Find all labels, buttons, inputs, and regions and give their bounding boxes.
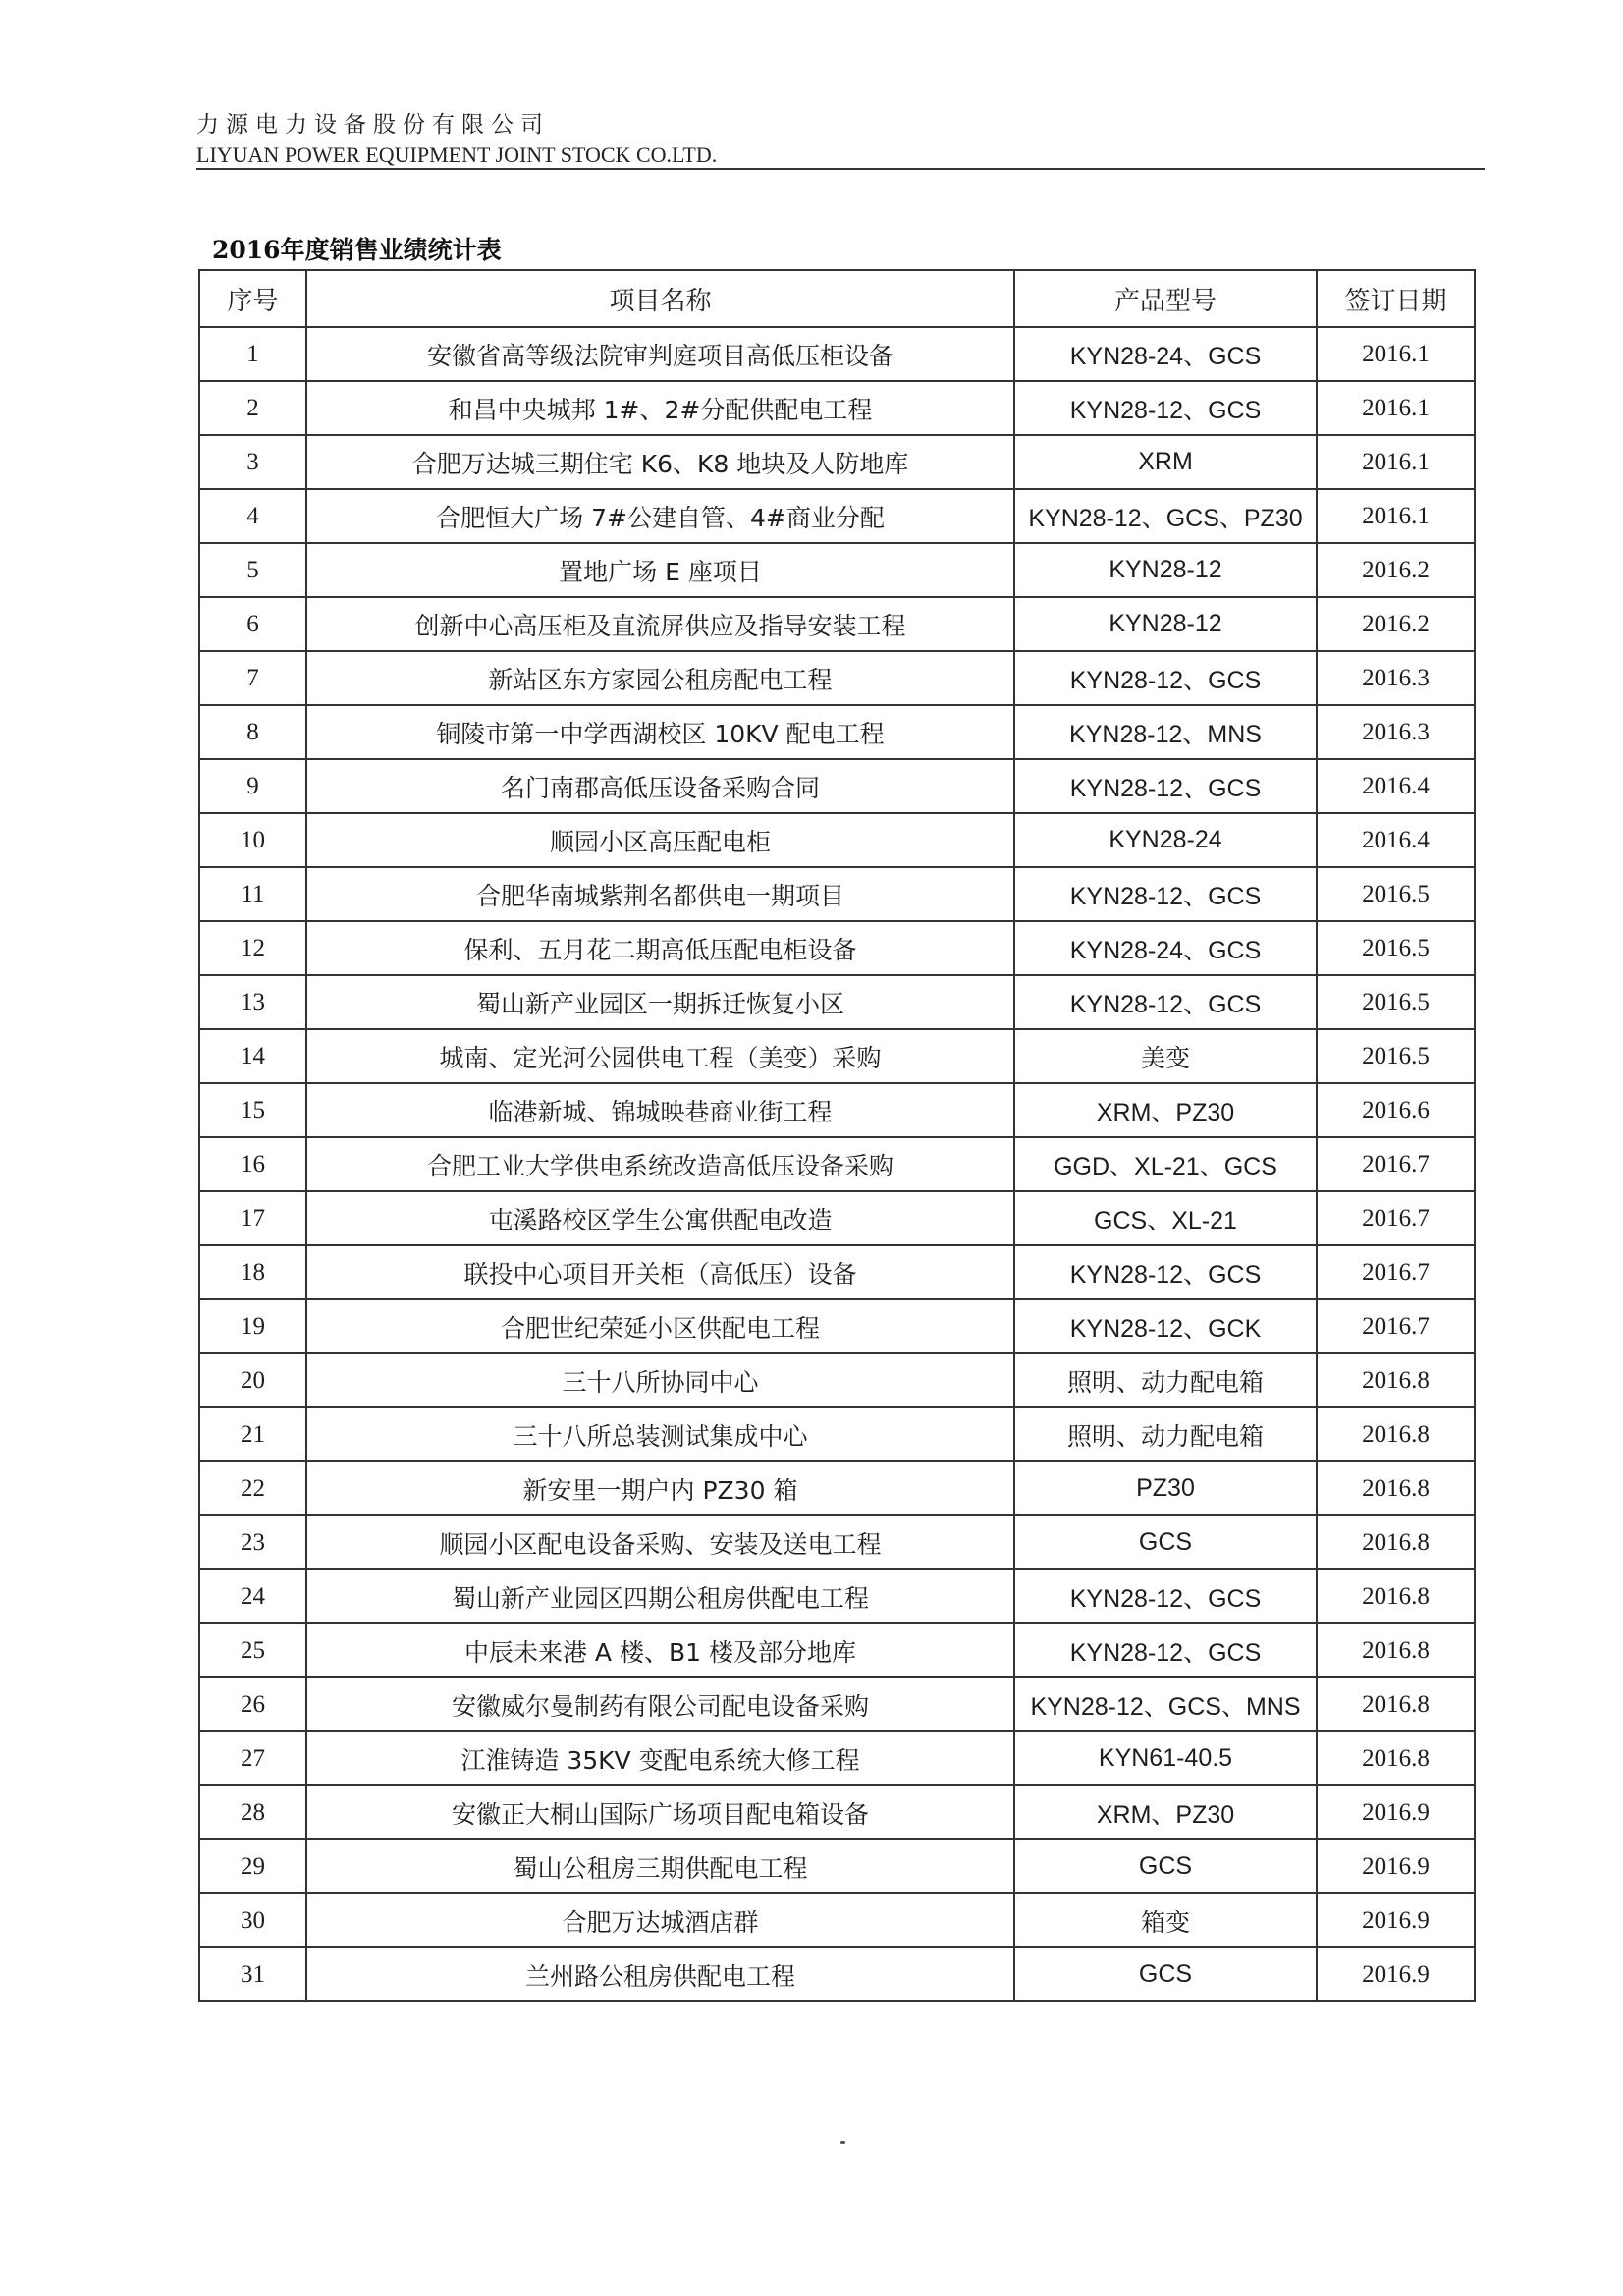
product-model-cell: KYN28-12、GCS xyxy=(1014,381,1317,435)
sign-date-cell: 2016.7 xyxy=(1317,1299,1475,1353)
row-index-cell: 15 xyxy=(199,1083,306,1137)
table-row xyxy=(199,1083,1475,1137)
product-model-cell: GCS xyxy=(1014,1515,1317,1569)
company-name-english: LIYUAN POWER EQUIPMENT JOINT STOCK CO.LTD. xyxy=(196,142,718,167)
table-row xyxy=(199,1029,1475,1083)
project-name-cell: 顺园小区配电设备采购、安装及送电工程 xyxy=(306,1515,1014,1569)
sign-date-cell: 2016.8 xyxy=(1317,1569,1475,1623)
row-index-cell: 12 xyxy=(199,921,306,975)
product-model-cell: KYN61-40.5 xyxy=(1014,1731,1317,1785)
row-index-cell: 5 xyxy=(199,543,306,597)
sign-date-cell: 2016.7 xyxy=(1317,1137,1475,1191)
project-name-cell: 临港新城、锦城映巷商业街工程 xyxy=(306,1083,1014,1137)
table-row xyxy=(199,597,1475,651)
table-row xyxy=(199,1299,1475,1353)
sign-date-cell: 2016.9 xyxy=(1317,1893,1475,1947)
row-index-cell: 24 xyxy=(199,1569,306,1623)
product-model-cell: GCS xyxy=(1014,1947,1317,2001)
row-index-cell: 1 xyxy=(199,327,306,381)
row-index-cell: 4 xyxy=(199,489,306,543)
product-model-cell: KYN28-12、GCS xyxy=(1014,867,1317,921)
letterhead-divider xyxy=(196,168,1485,170)
product-model-cell: KYN28-12、MNS xyxy=(1014,705,1317,759)
project-name-cell: 铜陵市第一中学西湖校区 10KV 配电工程 xyxy=(306,705,1014,759)
table-row xyxy=(199,1137,1475,1191)
project-name-cell: 名门南郡高低压设备采购合同 xyxy=(306,759,1014,813)
letterhead xyxy=(196,110,1483,169)
row-index-cell: 31 xyxy=(199,1947,306,2001)
project-name-cell: 保利、五月花二期高低压配电柜设备 xyxy=(306,921,1014,975)
product-model-cell: KYN28-12 xyxy=(1014,543,1317,597)
table-row xyxy=(199,1515,1475,1569)
project-name-cell: 合肥恒大广场 7#公建自管、4#商业分配 xyxy=(306,489,1014,543)
row-index-cell: 16 xyxy=(199,1137,306,1191)
sign-date-cell: 2016.8 xyxy=(1317,1461,1475,1515)
column-header-product-model: 产品型号 xyxy=(1014,270,1317,327)
table-row xyxy=(199,813,1475,867)
product-model-cell: KYN28-12、GCK xyxy=(1014,1299,1317,1353)
sign-date-cell: 2016.3 xyxy=(1317,651,1475,705)
product-model-cell: KYN28-12、GCS xyxy=(1014,1569,1317,1623)
table-row xyxy=(199,327,1475,381)
project-name-cell: 蜀山新产业园区四期公租房供配电工程 xyxy=(306,1569,1014,1623)
product-model-cell: 照明、动力配电箱 xyxy=(1014,1353,1317,1407)
product-model-cell: KYN28-12、GCS xyxy=(1014,1623,1317,1677)
row-index-cell: 27 xyxy=(199,1731,306,1785)
table-body xyxy=(199,327,1475,2001)
product-model-cell: XRM、PZ30 xyxy=(1014,1785,1317,1839)
sign-date-cell: 2016.2 xyxy=(1317,543,1475,597)
sign-date-cell: 2016.1 xyxy=(1317,327,1475,381)
product-model-cell: GCS xyxy=(1014,1839,1317,1893)
table-header-row xyxy=(199,270,1475,327)
table-row xyxy=(199,1731,1475,1785)
sign-date-cell: 2016.5 xyxy=(1317,975,1475,1029)
product-model-cell: XRM xyxy=(1014,435,1317,489)
sign-date-cell: 2016.9 xyxy=(1317,1947,1475,2001)
sign-date-cell: 2016.8 xyxy=(1317,1353,1475,1407)
product-model-cell: GGD、XL-21、GCS xyxy=(1014,1137,1317,1191)
product-model-cell: PZ30 xyxy=(1014,1461,1317,1515)
sign-date-cell: 2016.6 xyxy=(1317,1083,1475,1137)
row-index-cell: 8 xyxy=(199,705,306,759)
table-row xyxy=(199,651,1475,705)
table-row xyxy=(199,1407,1475,1461)
product-model-cell: KYN28-12、GCS、MNS xyxy=(1014,1677,1317,1731)
project-name-cell: 蜀山公租房三期供配电工程 xyxy=(306,1839,1014,1893)
row-index-cell: 18 xyxy=(199,1245,306,1299)
table-row xyxy=(199,1839,1475,1893)
project-name-cell: 合肥万达城三期住宅 K6、K8 地块及人防地库 xyxy=(306,435,1014,489)
project-name-cell: 蜀山新产业园区一期拆迁恢复小区 xyxy=(306,975,1014,1029)
table-row xyxy=(199,543,1475,597)
sales-performance-table xyxy=(198,269,1476,2002)
row-index-cell: 6 xyxy=(199,597,306,651)
row-index-cell: 3 xyxy=(199,435,306,489)
table-row xyxy=(199,1785,1475,1839)
sign-date-cell: 2016.4 xyxy=(1317,759,1475,813)
project-name-cell: 城南、定光河公园供电工程（美变）采购 xyxy=(306,1029,1014,1083)
project-name-cell: 安徽威尔曼制药有限公司配电设备采购 xyxy=(306,1677,1014,1731)
row-index-cell: 11 xyxy=(199,867,306,921)
project-name-cell: 新安里一期户内 PZ30 箱 xyxy=(306,1461,1014,1515)
product-model-cell: KYN28-24 xyxy=(1014,813,1317,867)
project-name-cell: 合肥万达城酒店群 xyxy=(306,1893,1014,1947)
scan-speck xyxy=(840,2141,845,2144)
column-header-sign-date: 签订日期 xyxy=(1317,270,1475,327)
sign-date-cell: 2016.9 xyxy=(1317,1839,1475,1893)
row-index-cell: 26 xyxy=(199,1677,306,1731)
project-name-cell: 安徽省高等级法院审判庭项目高低压柜设备 xyxy=(306,327,1014,381)
project-name-cell: 置地广场 E 座项目 xyxy=(306,543,1014,597)
table-row xyxy=(199,1245,1475,1299)
project-name-cell: 创新中心高压柜及直流屏供应及指导安装工程 xyxy=(306,597,1014,651)
row-index-cell: 7 xyxy=(199,651,306,705)
project-name-cell: 中辰未来港 A 楼、B1 楼及部分地库 xyxy=(306,1623,1014,1677)
row-index-cell: 9 xyxy=(199,759,306,813)
sign-date-cell: 2016.5 xyxy=(1317,1029,1475,1083)
product-model-cell: XRM、PZ30 xyxy=(1014,1083,1317,1137)
row-index-cell: 28 xyxy=(199,1785,306,1839)
table-row xyxy=(199,1893,1475,1947)
sign-date-cell: 2016.8 xyxy=(1317,1515,1475,1569)
product-model-cell: 箱变 xyxy=(1014,1893,1317,1947)
table-row xyxy=(199,1677,1475,1731)
row-index-cell: 14 xyxy=(199,1029,306,1083)
sign-date-cell: 2016.5 xyxy=(1317,921,1475,975)
table-row xyxy=(199,921,1475,975)
row-index-cell: 22 xyxy=(199,1461,306,1515)
product-model-cell: 美变 xyxy=(1014,1029,1317,1083)
project-name-cell: 联投中心项目开关柜（高低压）设备 xyxy=(306,1245,1014,1299)
table-row xyxy=(199,1623,1475,1677)
sign-date-cell: 2016.1 xyxy=(1317,435,1475,489)
row-index-cell: 23 xyxy=(199,1515,306,1569)
project-name-cell: 安徽正大桐山国际广场项目配电箱设备 xyxy=(306,1785,1014,1839)
product-model-cell: KYN28-12 xyxy=(1014,597,1317,651)
row-index-cell: 10 xyxy=(199,813,306,867)
project-name-cell: 合肥工业大学供电系统改造高低压设备采购 xyxy=(306,1137,1014,1191)
company-name-chinese: 力源电力设备股份有限公司 xyxy=(196,112,550,137)
sign-date-cell: 2016.8 xyxy=(1317,1731,1475,1785)
sign-date-cell: 2016.8 xyxy=(1317,1677,1475,1731)
row-index-cell: 19 xyxy=(199,1299,306,1353)
product-model-cell: KYN28-12、GCS xyxy=(1014,651,1317,705)
sign-date-cell: 2016.8 xyxy=(1317,1623,1475,1677)
product-model-cell: KYN28-24、GCS xyxy=(1014,921,1317,975)
sign-date-cell: 2016.5 xyxy=(1317,867,1475,921)
project-name-cell: 合肥华南城紫荆名都供电一期项目 xyxy=(306,867,1014,921)
table-row xyxy=(199,705,1475,759)
column-header-project-name: 项目名称 xyxy=(306,270,1014,327)
sign-date-cell: 2016.7 xyxy=(1317,1191,1475,1245)
row-index-cell: 20 xyxy=(199,1353,306,1407)
product-model-cell: KYN28-24、GCS xyxy=(1014,327,1317,381)
sign-date-cell: 2016.9 xyxy=(1317,1785,1475,1839)
project-name-cell: 三十八所协同中心 xyxy=(306,1353,1014,1407)
table-title: 2016年度销售业绩统计表 xyxy=(212,236,502,264)
row-index-cell: 25 xyxy=(199,1623,306,1677)
product-model-cell: KYN28-12、GCS xyxy=(1014,975,1317,1029)
product-model-cell: KYN28-12、GCS、PZ30 xyxy=(1014,489,1317,543)
table-row xyxy=(199,489,1475,543)
project-name-cell: 和昌中央城邦 1#、2#分配供配电工程 xyxy=(306,381,1014,435)
project-name-cell: 兰州路公租房供配电工程 xyxy=(306,1947,1014,2001)
sign-date-cell: 2016.4 xyxy=(1317,813,1475,867)
table-row xyxy=(199,975,1475,1029)
sign-date-cell: 2016.8 xyxy=(1317,1407,1475,1461)
project-name-cell: 合肥世纪荣延小区供配电工程 xyxy=(306,1299,1014,1353)
product-model-cell: KYN28-12、GCS xyxy=(1014,1245,1317,1299)
row-index-cell: 2 xyxy=(199,381,306,435)
table-row xyxy=(199,1569,1475,1623)
table-row xyxy=(199,381,1475,435)
product-model-cell: GCS、XL-21 xyxy=(1014,1191,1317,1245)
sign-date-cell: 2016.1 xyxy=(1317,381,1475,435)
row-index-cell: 29 xyxy=(199,1839,306,1893)
table-row xyxy=(199,867,1475,921)
table-row xyxy=(199,1353,1475,1407)
row-index-cell: 30 xyxy=(199,1893,306,1947)
row-index-cell: 21 xyxy=(199,1407,306,1461)
sign-date-cell: 2016.2 xyxy=(1317,597,1475,651)
project-name-cell: 顺园小区高压配电柜 xyxy=(306,813,1014,867)
project-name-cell: 屯溪路校区学生公寓供配电改造 xyxy=(306,1191,1014,1245)
product-model-cell: KYN28-12、GCS xyxy=(1014,759,1317,813)
table-row xyxy=(199,1461,1475,1515)
row-index-cell: 17 xyxy=(199,1191,306,1245)
sign-date-cell: 2016.3 xyxy=(1317,705,1475,759)
column-header-index: 序号 xyxy=(199,270,306,327)
project-name-cell: 江淮铸造 35KV 变配电系统大修工程 xyxy=(306,1731,1014,1785)
table-row xyxy=(199,759,1475,813)
product-model-cell: 照明、动力配电箱 xyxy=(1014,1407,1317,1461)
table-row xyxy=(199,1947,1475,2001)
project-name-cell: 三十八所总装测试集成中心 xyxy=(306,1407,1014,1461)
table-row xyxy=(199,435,1475,489)
row-index-cell: 13 xyxy=(199,975,306,1029)
project-name-cell: 新站区东方家园公租房配电工程 xyxy=(306,651,1014,705)
sign-date-cell: 2016.7 xyxy=(1317,1245,1475,1299)
sign-date-cell: 2016.1 xyxy=(1317,489,1475,543)
table-row xyxy=(199,1191,1475,1245)
